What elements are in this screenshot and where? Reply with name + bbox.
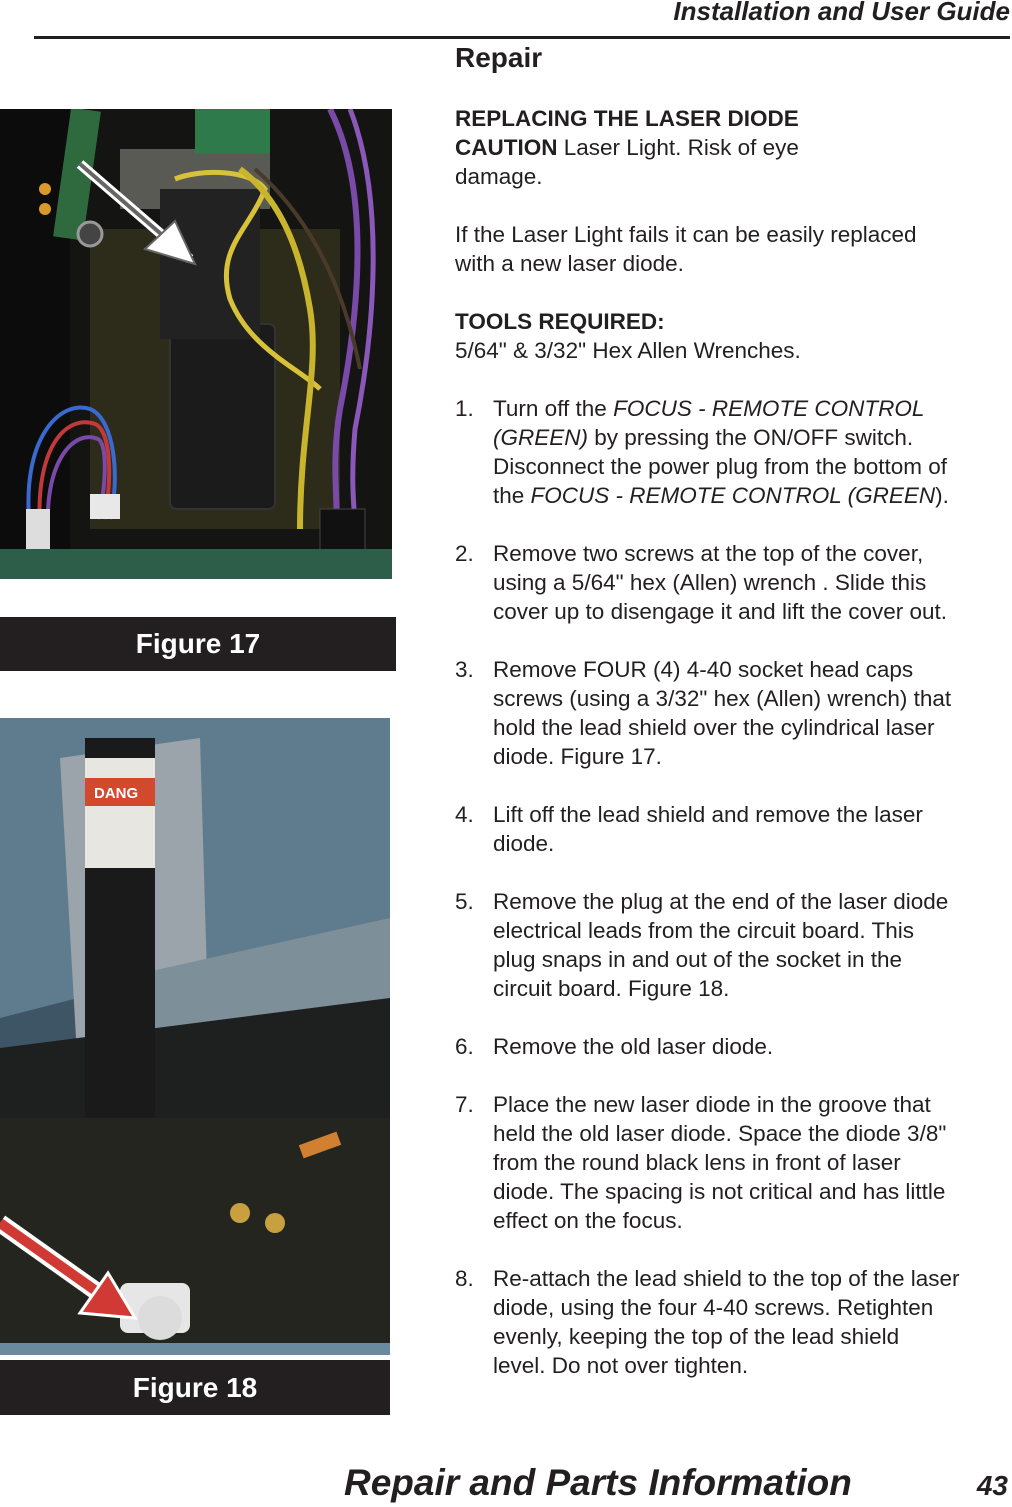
step-text: diode. Figure 17. bbox=[493, 744, 662, 769]
step-text: Lift off the lead shield and remove the laser bbox=[493, 802, 923, 827]
header-divider bbox=[34, 36, 1010, 39]
step-emphasis: FOCUS - REMOTE CONTROL (GREEN bbox=[530, 483, 936, 508]
step-text: circuit board. Figure 18. bbox=[493, 976, 730, 1001]
step-text: held the old laser diode. Space the diode 3/8" bbox=[493, 1121, 947, 1146]
step-6 bbox=[455, 1032, 1010, 1061]
caution-line bbox=[455, 133, 1010, 162]
page-header-title: Installation and User Guide bbox=[673, 0, 1010, 26]
figure-18-caption: Figure 18 bbox=[0, 1360, 390, 1415]
step-5 bbox=[455, 887, 1010, 1003]
danger-label-text: DANG bbox=[94, 785, 139, 802]
step-text: ). bbox=[935, 483, 949, 508]
step-text: Remove FOUR (4) 4-40 socket head caps bbox=[493, 657, 914, 682]
step-text: using a 5/64" hex (Allen) wrench . Slide this bbox=[493, 570, 927, 595]
tools-heading: TOOLS REQUIRED: bbox=[455, 309, 665, 334]
caution-text: Laser Light. Risk of eye bbox=[563, 135, 799, 160]
step-number: 5. bbox=[455, 889, 474, 914]
step-text: by pressing the ON/OFF switch. bbox=[588, 425, 914, 450]
intro-line-2: with a new laser diode. bbox=[455, 251, 684, 276]
step-text: level. Do not over tighten. bbox=[493, 1353, 749, 1378]
step-number: 3. bbox=[455, 657, 474, 682]
step-text: hold the lead shield over the cylindrical laser bbox=[493, 715, 935, 740]
step-1 bbox=[455, 394, 1010, 510]
step-4 bbox=[455, 800, 1010, 858]
caution-label: CAUTION bbox=[455, 135, 558, 160]
step-text: Place the new laser diode in the groove that bbox=[493, 1092, 931, 1117]
step-number: 6. bbox=[455, 1034, 474, 1059]
step-text: the bbox=[493, 483, 531, 508]
figure-18-photo bbox=[0, 718, 390, 1355]
step-7 bbox=[455, 1090, 1010, 1235]
step-text: Remove the plug at the end of the laser diode bbox=[493, 889, 949, 914]
figure-17-photo bbox=[0, 109, 392, 579]
step-text: diode, using the four 4-40 screws. Retighten bbox=[493, 1295, 934, 1320]
step-number: 8. bbox=[455, 1266, 474, 1291]
procedure-heading: REPLACING THE LASER DIODE bbox=[455, 106, 799, 131]
step-text: plug snaps in and out of the socket in the bbox=[493, 947, 903, 972]
step-2 bbox=[455, 539, 1010, 626]
page-number: 43 bbox=[976, 1470, 1008, 1501]
step-number: 4. bbox=[455, 802, 474, 827]
step-emphasis: (GREEN) bbox=[493, 425, 588, 450]
tools-text: 5/64" & 3/32" Hex Allen Wrenches. bbox=[455, 338, 801, 363]
step-text: Disconnect the power plug from the bottom of bbox=[493, 454, 947, 479]
step-text: diode. bbox=[493, 831, 555, 856]
step-text: Turn off the bbox=[493, 396, 614, 421]
step-text: cover up to disengage it and lift the cover out. bbox=[493, 599, 948, 624]
step-text: from the round black lens in front of laser bbox=[493, 1150, 901, 1175]
step-text: effect on the focus. bbox=[493, 1208, 683, 1233]
step-text: Remove two screws at the top of the cover, bbox=[493, 541, 924, 566]
step-number: 7. bbox=[455, 1092, 474, 1117]
step-text: electrical leads from the circuit board. This bbox=[493, 918, 915, 943]
step-3 bbox=[455, 655, 1010, 771]
step-text: Re-attach the lead shield to the top of the laser bbox=[493, 1266, 960, 1291]
caution-text-cont: damage. bbox=[455, 164, 543, 189]
step-text: evenly, keeping the top of the lead shield bbox=[493, 1324, 900, 1349]
step-8 bbox=[455, 1264, 1010, 1380]
step-number: 1. bbox=[455, 396, 474, 421]
step-number: 2. bbox=[455, 541, 474, 566]
footer-section-title: Repair and Parts Information bbox=[344, 1462, 852, 1503]
step-text: Remove the old laser diode. bbox=[493, 1034, 774, 1059]
step-text: screws (using a 3/32" hex (Allen) wrench) that bbox=[493, 686, 952, 711]
intro-line-1: If the Laser Light fails it can be easily replaced bbox=[455, 222, 917, 247]
instructions-column bbox=[455, 104, 1010, 1380]
figure-17-caption: Figure 17 bbox=[0, 617, 396, 671]
section-title: Repair bbox=[455, 42, 543, 73]
step-text: diode. The spacing is not critical and has little bbox=[493, 1179, 946, 1204]
step-emphasis: FOCUS - REMOTE CONTROL bbox=[613, 396, 925, 421]
